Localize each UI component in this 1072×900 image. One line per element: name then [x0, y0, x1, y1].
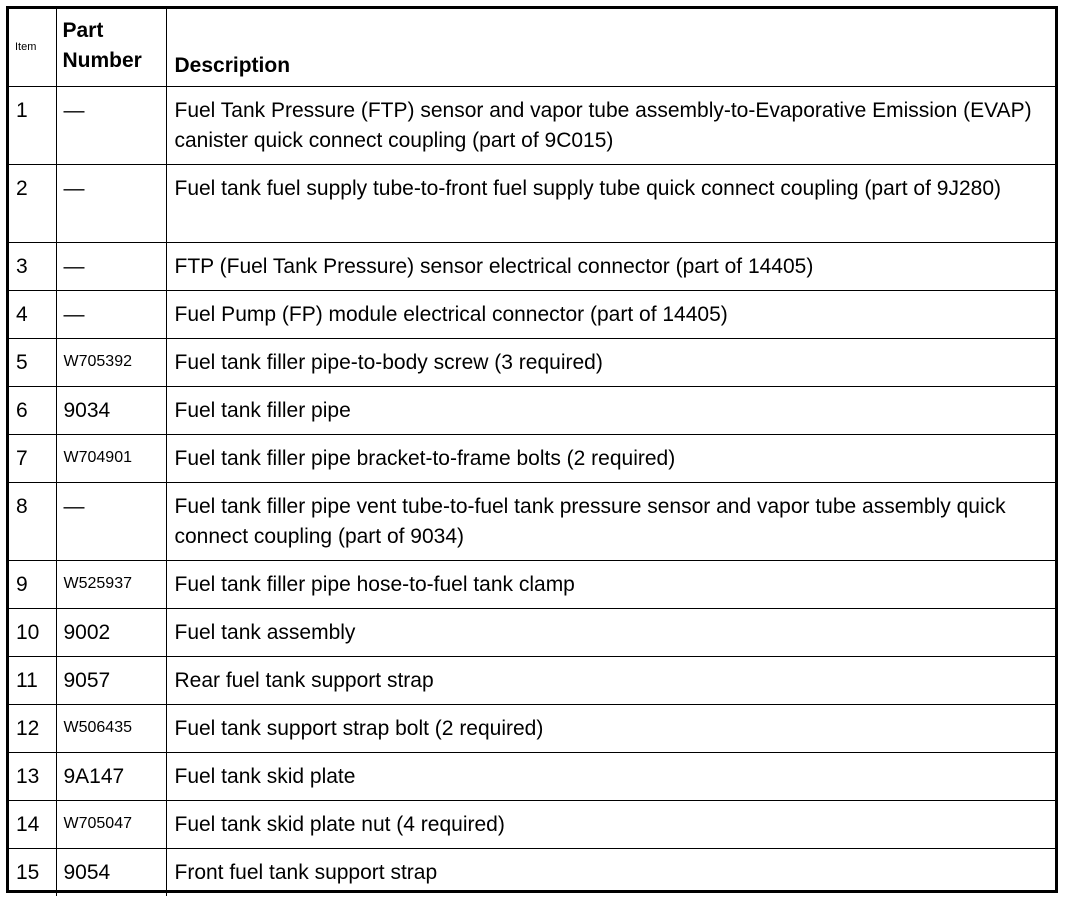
cell-description: Fuel tank filler pipe bracket-to-frame bolts (2 required) — [166, 434, 1055, 482]
parts-table-frame — [6, 6, 1058, 893]
cell-item: 15 — [9, 848, 56, 896]
cell-description: Fuel tank filler pipe-to-body screw (3 required) — [166, 338, 1055, 386]
table-row — [9, 704, 1055, 752]
cell-description: Fuel Pump (FP) module electrical connector (part of 14405) — [166, 290, 1055, 338]
header-row — [9, 9, 1055, 86]
cell-item: 6 — [9, 386, 56, 434]
cell-part-number: 9054 — [56, 848, 166, 896]
table-row — [9, 848, 1055, 896]
cell-description: Fuel tank support strap bolt (2 required) — [166, 704, 1055, 752]
table-row — [9, 86, 1055, 164]
header-description: Description — [166, 9, 1055, 86]
table-row — [9, 800, 1055, 848]
cell-item: 1 — [9, 86, 56, 164]
table-row — [9, 560, 1055, 608]
table-row — [9, 242, 1055, 290]
cell-part-number: — — [56, 290, 166, 338]
table-row — [9, 386, 1055, 434]
table-row — [9, 164, 1055, 242]
header-part-number — [56, 9, 166, 86]
cell-part-number: W525937 — [56, 560, 166, 608]
cell-item: 7 — [9, 434, 56, 482]
cell-item: 14 — [9, 800, 56, 848]
table-row — [9, 338, 1055, 386]
header-item: Item — [9, 9, 56, 86]
cell-description: Fuel Tank Pressure (FTP) sensor and vapor tube assembly-to-Evaporative Emission (EVAP) canister quick connect coupling (part of 9C015) — [166, 86, 1055, 164]
cell-description: Fuel tank skid plate nut (4 required) — [166, 800, 1055, 848]
cell-item: 9 — [9, 560, 56, 608]
table-row — [9, 656, 1055, 704]
cell-item: 8 — [9, 482, 56, 560]
cell-description: Fuel tank filler pipe vent tube-to-fuel tank pressure sensor and vapor tube assembly quick connect coupling (part of 9034) — [166, 482, 1055, 560]
cell-description: Rear fuel tank support strap — [166, 656, 1055, 704]
cell-item: 11 — [9, 656, 56, 704]
cell-item: 12 — [9, 704, 56, 752]
table-row — [9, 290, 1055, 338]
table-row — [9, 434, 1055, 482]
cell-description: FTP (Fuel Tank Pressure) sensor electrical connector (part of 14405) — [166, 242, 1055, 290]
header-part-line1: Part — [62, 19, 104, 42]
cell-part-number: — — [56, 86, 166, 164]
cell-part-number: — — [56, 482, 166, 560]
cell-item: 4 — [9, 290, 56, 338]
table-row — [9, 752, 1055, 800]
cell-item: 5 — [9, 338, 56, 386]
cell-item: 3 — [9, 242, 56, 290]
cell-part-number: 9A147 — [56, 752, 166, 800]
cell-part-number: W705047 — [56, 800, 166, 848]
cell-description: Fuel tank filler pipe — [166, 386, 1055, 434]
cell-description: Front fuel tank support strap — [166, 848, 1055, 896]
cell-part-number: — — [56, 242, 166, 290]
cell-part-number: 9034 — [56, 386, 166, 434]
cell-item: 10 — [9, 608, 56, 656]
cell-part-number: W506435 — [56, 704, 166, 752]
cell-item: 2 — [9, 164, 56, 242]
cell-part-number: 9057 — [56, 656, 166, 704]
cell-part-number: W705392 — [56, 338, 166, 386]
cell-part-number: 9002 — [56, 608, 166, 656]
parts-table — [9, 9, 1055, 896]
table-row — [9, 608, 1055, 656]
cell-part-number: W704901 — [56, 434, 166, 482]
cell-description: Fuel tank skid plate — [166, 752, 1055, 800]
cell-description: Fuel tank fuel supply tube-to-front fuel supply tube quick connect coupling (part of 9J280) — [166, 164, 1055, 242]
cell-description: Fuel tank filler pipe hose-to-fuel tank clamp — [166, 560, 1055, 608]
header-part-line2: Number — [62, 49, 142, 72]
cell-item: 13 — [9, 752, 56, 800]
cell-part-number: — — [56, 164, 166, 242]
table-row — [9, 482, 1055, 560]
cell-description: Fuel tank assembly — [166, 608, 1055, 656]
